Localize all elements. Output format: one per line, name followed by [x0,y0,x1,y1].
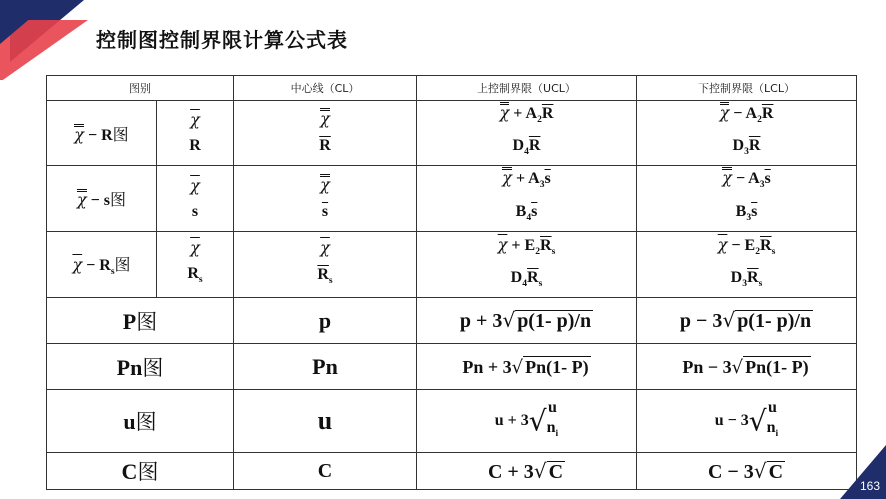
chart-name: χ − s图 [76,190,127,210]
lcl-cell: $\overline{\chi} - E_2\overline{R}_s$ $D_3\overline{R}_s$ [637,231,857,297]
stats-cell: $\overline{\chi}$ R [157,101,234,166]
cl-cell: p [234,298,417,344]
table-row [47,231,857,297]
chart-name-cell [47,390,234,453]
stats-cell: $\overline{\chi}$ s [157,166,234,231]
stats-cell: $\overline{\chi}$ $R_s$ [157,231,234,297]
cl-cell: Pn [234,344,417,390]
cl-cell: χ $\overline{s}$ [234,166,417,231]
lcl-cell: u − 3√ u $n_i$ [637,390,857,453]
lcl-cell: $\chi - A_2\overline{R}$ $D_3\overline{R}$ [637,101,857,166]
header-center-line: 中心线（CL） [234,76,417,101]
table-row [47,101,857,166]
header-chart-type: 图别 [47,76,234,101]
table-row [47,453,857,490]
chart-name-cell [47,344,234,390]
ucl-cell: C + 3√ C [417,453,637,490]
table-row [47,298,857,344]
slide-title: 控制图控制界限计算公式表 [96,28,348,52]
lcl-cell: $\chi - A_3\overline{s}$ $B_3\overline{s}$ [637,166,857,231]
page-number: 163 [859,479,880,493]
ucl-cell: p + 3√ p(1- p)/n [417,298,637,344]
ucl-cell: $\chi + A_2\overline{R}$ $D_4\overline{R}$ [417,101,637,166]
cl-cell: u [234,390,417,453]
cl-cell: $\overline{\chi}$ $\overline{R}_s$ [234,231,417,297]
ucl-cell: $\chi + A_3\overline{s}$ $B_4\overline{s}$ [417,166,637,231]
cl-cell: χ $\overline{R}$ [234,101,417,166]
chart-name: C图 [121,459,159,485]
table-row [47,344,857,390]
chart-name: Pn图 [116,354,164,380]
chart-name-cell [47,453,234,490]
chart-name-cell [47,166,157,231]
chart-name: χ − R图 [74,124,129,144]
ucl-cell: u + 3√ u $n_i$ [417,390,637,453]
header-lcl: 下控制界限（LCL） [637,76,857,101]
chart-name-cell [47,298,234,344]
lcl-cell: C − 3√ C [637,453,857,490]
ucl-cell: $\overline{\chi} + E_2\overline{R}_s$ $D_4\overline{R}_s$ [417,231,637,297]
ucl-cell: Pn + 3√ Pn(1- P) [417,344,637,390]
header-ucl: 上控制界限（UCL） [417,76,637,101]
table-row [47,166,857,231]
chart-name-cell [47,101,157,166]
lcl-cell: p − 3√ p(1- p)/n [637,298,857,344]
chart-name: P图 [122,308,158,334]
lcl-cell: Pn − 3√ Pn(1- P) [637,344,857,390]
cl-cell: C [234,453,417,490]
chart-name-cell [47,231,157,297]
table-row [47,390,857,453]
table-header-row [47,76,857,101]
chart-name: u图 [123,409,157,435]
formula-table [46,75,857,490]
chart-name: $\overline{\chi} - R_s$图 [72,254,131,278]
